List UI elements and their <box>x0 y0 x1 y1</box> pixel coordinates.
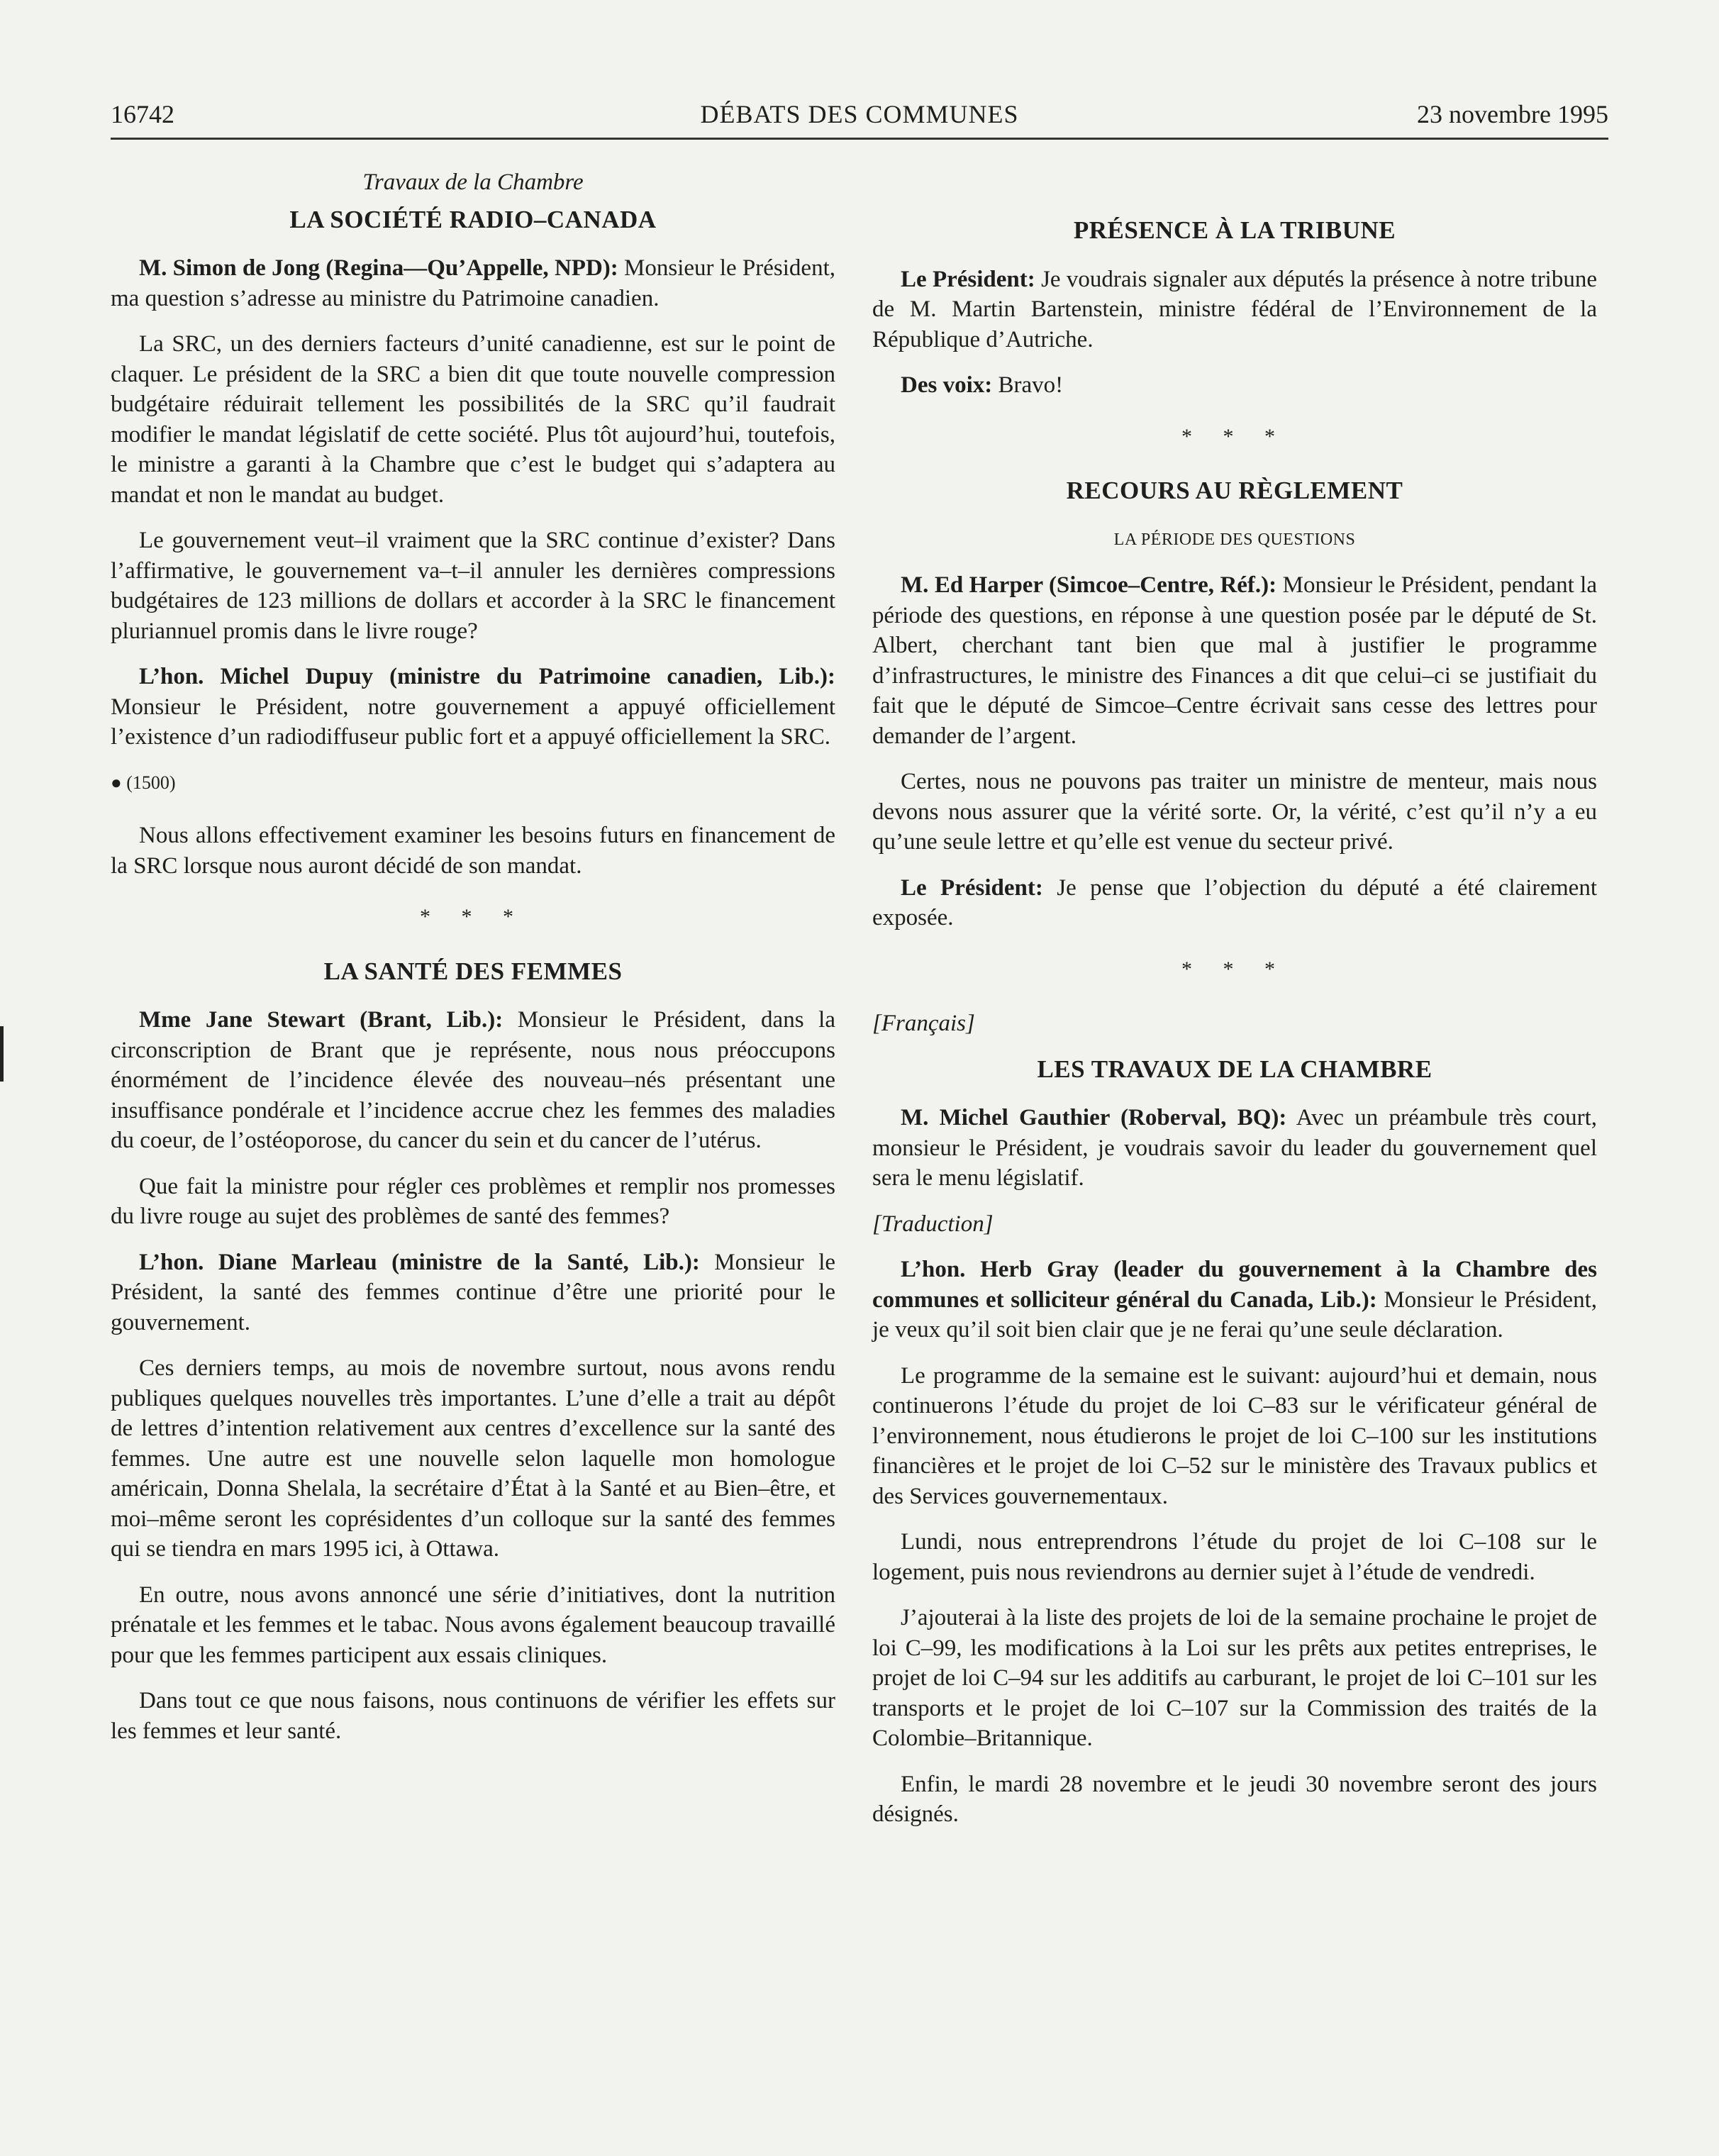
language-tag <box>872 1209 1597 1240</box>
paragraph: Lundi, nous entreprendrons l’étude du projet de loi C–108 sur le logement, puis nous reviendrons au dernier sujet à l’étude de vendredi. <box>872 1529 1597 1585</box>
language-tag-text: [Traduction] <box>872 1211 994 1237</box>
time-marker <box>111 768 835 799</box>
speech-text: Avec un préambule très court, monsieur le Président, je voudrais savoir du leader du gouvernement quel sera le menu législatif. <box>872 1105 1597 1191</box>
paragraph: J’ajouterai à la liste des projets de loi de la semaine prochaine le projet de loi C–99, les modifications à la Loi sur les prêts aux petites entreprises, le projet de loi C–94 sur les additifs au carburant, le projet de loi C–101 sur les transports et le projet de loi C–107 sur la Commission des traités de la Colombie–Britannique. <box>872 1605 1597 1751</box>
paragraph: Nous allons effectivement examiner les besoins futurs en financement de la SRC lorsque nous auront décidé de son mandat. <box>111 823 835 879</box>
publication-title: DÉBATS DES COMMUNES <box>700 100 1019 128</box>
paragraph: Le gouvernement veut–il vraiment que la SRC continue d’exister? Dans l’affirmative, le gouvernement va–t–il annuler les dernières compressions budgétaires de 123 millions de dollars et accorder à la SRC le financement pluriannuel promis dans le livre rouge? <box>111 528 835 644</box>
paragraph-dupuy <box>111 662 835 752</box>
language-tag-text: [Français] <box>872 1011 975 1036</box>
running-header <box>111 96 1608 140</box>
heading-src: LA SOCIÉTÉ RADIO–CANADA <box>289 205 657 233</box>
speaker-name: Le Président: <box>901 266 1035 292</box>
paragraph-president <box>872 873 1597 933</box>
speaker-name: L’hon. Michel Dupuy (ministre du Patrimoine canadien, Lib.): <box>139 664 835 689</box>
speaker-name: M. Ed Harper (Simcoe–Centre, Réf.): <box>901 572 1277 598</box>
speech-text: Monsieur le Président, notre gouvernement a appuyé officiellement l’existence d’un radiodiffuseur public fort et a appuyé officiellement la SRC. <box>111 694 835 750</box>
right-column <box>872 167 1597 1845</box>
speech-text: Monsieur le Président, je veux qu’il soit bien clair que je ne ferai qu’une seule déclaration. <box>872 1287 1597 1343</box>
paragraph-de-jong <box>111 253 835 313</box>
speech-text: Monsieur le Président, la santé des femmes continue d’être une priorité pour le gouvernement. <box>111 1249 836 1335</box>
paragraph: Dans tout ce que nous faisons, nous continuons de vérifier les effets sur les femmes et leur santé. <box>111 1688 835 1744</box>
paragraph: Certes, nous ne pouvons pas traiter un ministre de menteur, mais nous devons nous assurer que la vérité sorte. Or, la vérité, c’est qu’il n’y a eu qu’une seule lettre et qu’elle est venue du secteur privé. <box>872 769 1597 855</box>
page-number: 16742 <box>111 100 174 128</box>
paragraph: Que fait la ministre pour régler ces problèmes et remplir nos promesses du livre rouge au sujet des problèmes de santé des femmes? <box>111 1173 835 1229</box>
section-separator: * * * <box>1181 424 1288 448</box>
issue-date: 23 novembre 1995 <box>1417 100 1608 128</box>
paragraph-marleau <box>111 1248 835 1338</box>
heading-travaux: LES TRAVAUX DE LA CHAMBRE <box>1037 1055 1432 1083</box>
speaker-name: L’hon. Diane Marleau (ministre de la Santé, Lib.): <box>139 1249 700 1275</box>
speaker-name: Mme Jane Stewart (Brant, Lib.): <box>139 1007 504 1033</box>
paragraph: Enfin, le mardi 28 novembre et le jeudi 30 novembre seront des jours désignés. <box>872 1771 1597 1827</box>
paragraph: Le programme de la semaine est le suivant: aujourd’hui et demain, nous continuerons l’étude du projet de loi C–83 sur le vérificateur général de l’environnement, nous étudierons le projet de loi C–100 sur les institutions financières et le projet de loi C–52 sur le ministère des Travaux publics et des Services gouvernementaux. <box>872 1362 1597 1509</box>
section-separator: * * * <box>420 905 526 928</box>
speech-text: Monsieur le Président, pendant la période des questions, en réponse à une question posée par le député de St. Albert, cherchant tant bien que mal à justifier le programme d’infrastructures, le ministre des Finances a dit que celui–ci se justifiait du fait que le député de Simcoe–Centre écrivait sans cesse des lettres pour demander de l’argent. <box>872 572 1598 749</box>
margin-change-bar <box>0 1026 4 1082</box>
paragraph: La SRC, un des derniers facteurs d’unité canadienne, est sur le point de claquer. Le président de la SRC a bien dit que toute nouvelle compression budgétaire réduirait tellement les possibilités de la SRC qu’il faudrait modifier le mandat législatif de cette société. Plus tôt aujourd’hui, toutefois, le ministre a garanti à la Chambre que c’est le budget qui s’adaptera au mandat et non le mandat au budget. <box>111 331 835 508</box>
paragraph: Ces derniers temps, au mois de novembre surtout, nous avons rendu publiques quelques nouvelles très importantes. L’une d’elle a trait au dépôt de lettres d’intention relativement aux centres d’excellence sur la santé des femmes. Une autre est une nouvelle selon laquelle mon homologue américain, Donna Shelala, la secrétaire d’État à la Santé et au Bien–être, et moi–même seront les coprésidentes d’un colloque sur la santé des femmes qui se tiendra en mars 1995 ici, à Ottawa. <box>111 1355 835 1562</box>
speaker-name: Le Président: <box>901 874 1043 901</box>
speaker-name: Des voix: <box>901 372 993 398</box>
paragraph-gray <box>872 1255 1597 1345</box>
section-separator: * * * <box>1181 957 1288 981</box>
speaker-name: M. Simon de Jong (Regina—Qu’Appelle, NPD): <box>139 255 618 281</box>
speaker-name: L’hon. Herb Gray (leader du gouvernement à la Chambre des communes et solliciteur général du Canada, Lib.): <box>872 1257 1597 1313</box>
heading-tribune: PRÉSENCE À LA TRIBUNE <box>1073 216 1396 244</box>
bullet-icon: ● <box>111 772 122 793</box>
speaker-name: M. Michel Gauthier (Roberval, BQ): <box>901 1105 1287 1130</box>
paragraph: En outre, nous avons annoncé une série d’initiatives, dont la nutrition prénatale et les femmes et le tabac. Nous avons également beaucoup travaillé pour que les femmes participent aux essais cliniques. <box>111 1582 835 1668</box>
paragraph-des-voix <box>872 370 1597 401</box>
paragraph-harper <box>872 570 1597 751</box>
speech-text: Bravo! <box>992 372 1064 398</box>
subheading-periode-questions: LA PÉRIODE DES QUESTIONS <box>1113 530 1356 549</box>
language-tag <box>872 1008 1597 1039</box>
speech-text: Monsieur le Président, ma question s’adresse au ministre du Patrimoine canadien. <box>111 255 835 311</box>
heading-recours: RECOURS AU RÈGLEMENT <box>1066 477 1403 504</box>
heading-sante-femmes: LA SANTÉ DES FEMMES <box>323 957 623 985</box>
speech-text: Je voudrais signaler aux députés la présence à notre tribune de M. Martin Bartenstein, ministre fédéral de l’Environnement de la République d’Autriche. <box>872 266 1598 352</box>
speech-text: Monsieur le Président, dans la circonscription de Brant que je représente, nous nous préoccupons énormément de l’incidence élevée des nouveau–nés présentant une insuffisance pondérale et l’incidence accrue chez les femmes des maladies du coeur, de l’ostéoporose, du cancer du sein et du cancer de l’utérus. <box>111 1007 835 1153</box>
paragraph-stewart <box>111 1005 835 1156</box>
paragraph-gauthier <box>872 1103 1597 1194</box>
time-marker-text: (1500) <box>126 772 176 793</box>
speech-text: Je pense que l’objection du député a été clairement exposée. <box>872 874 1597 930</box>
section-rubric: Travaux de la Chambre <box>362 170 584 195</box>
paragraph-president <box>872 265 1597 355</box>
left-column <box>111 167 835 1762</box>
